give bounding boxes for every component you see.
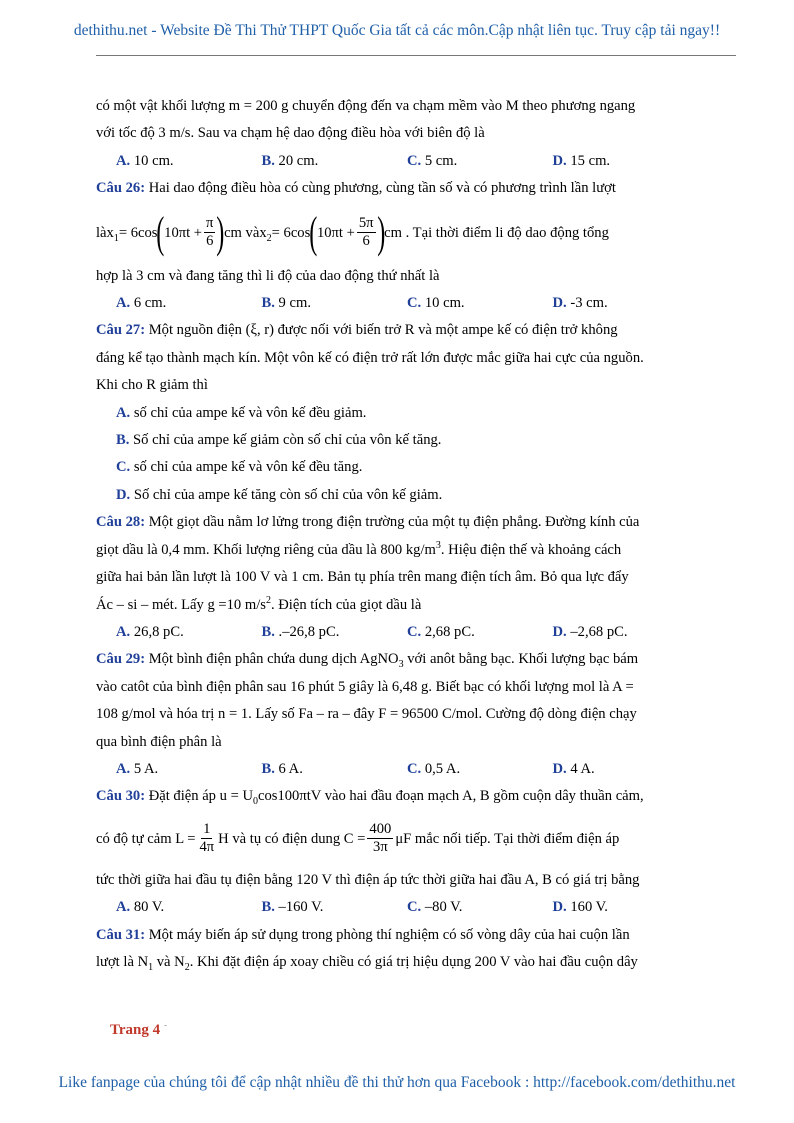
question-29: Câu 29: Một bình điện phân chứa dung dịch AgNO$_3$ với anôt bằng bạc. Khối lượng bạc bám — [96, 651, 639, 671]
left-paren: ( — [156, 207, 165, 257]
option-c: C. 0,5 A. — [407, 760, 461, 777]
option-d: D. Số chỉ của ampe kế tăng còn số chỉ của vôn kế giảm. — [116, 486, 443, 503]
question-label: Câu 30: — [96, 788, 146, 805]
option-a: A. 6 cm. — [116, 295, 167, 312]
question-label: Câu 26: — [96, 180, 146, 197]
q29-line-4: qua bình điện phân là — [96, 733, 222, 750]
fraction-400-over-3pi: $\frac{400}{3\pi}$ — [369, 821, 392, 856]
left-paren: ( — [309, 207, 318, 257]
question-label: Câu 29: — [96, 651, 146, 668]
option-b: B. 9 cm. — [261, 295, 311, 312]
option-d: D. 15 cm. — [552, 152, 611, 169]
q30-options — [96, 894, 698, 921]
q30-equation-line: có độ tự cảm L = $\frac{1}{4\pi}$ H và tụ có điện dung C = $\frac{400}{3\pi}$ μF mắc nối tiếp. Tại thời điểm điện áp — [96, 821, 620, 856]
option-a: A. 80 V. — [116, 899, 165, 916]
option-d: D. 4 A. — [552, 760, 595, 777]
footer-link[interactable]: Like fanpage của chúng tôi để cập nhật nhiều đề thi thử hơn qua Facebook : http://facebook.com/dethithu.net — [58, 1074, 736, 1091]
header-divider — [96, 55, 736, 56]
option-b: B. 20 cm. — [261, 152, 319, 169]
q29-line-2: vào catôt của bình điện phân sau 16 phút 5 giây là 6,48 g. Biết bạc có khối lượng mol là A = — [96, 678, 634, 695]
q28-line-2: giọt dầu là 0,4 mm. Khối lượng riêng của dầu là 800 $kg/m^3$. Hiệu điện thế và khoảng cách — [96, 539, 622, 558]
question-label: Câu 28: — [96, 514, 146, 531]
option-b: B. –160 V. — [261, 899, 324, 916]
option-a: A. 26,8 pC. — [116, 623, 184, 640]
q26-options — [96, 290, 698, 317]
page-content — [96, 93, 698, 976]
q27-line-3: Khi cho R giảm thì — [96, 377, 208, 394]
q28-options — [96, 619, 698, 646]
x2-symbol: $x_2$ — [259, 224, 272, 244]
q26-line-3: hợp là 3 cm và đang tăng thì li độ của dao động thứ nhất là — [96, 267, 440, 284]
fraction-pi-over-6: $\frac{\pi}{6}$ — [206, 215, 214, 250]
q26-equation-line: là $x_1$ = 6cos ( 10πt + $\frac{\pi}{6}$ ) cm và $x_2$ = 6cos ( 10πt + $\frac{5\pi}{6}$ ) cm . Tại thời điểm li độ dao động tổng — [96, 207, 609, 257]
right-paren: ) — [376, 207, 385, 257]
site-header-banner: dethithu.net - Website Đề Thi Thử THPT Quốc Gia tất cả các môn.Cập nhật liên tục. Truy cập tải ngay!! — [73, 22, 721, 39]
question-26: Câu 26: Hai dao động điều hòa có cùng phương, cùng tần số và có phương trình lần lượt — [96, 180, 616, 197]
right-paren: ) — [216, 207, 225, 257]
x1-symbol: $x_1$ — [106, 224, 119, 244]
option-d: D. 160 V. — [552, 899, 608, 916]
option-c: C. 5 cm. — [407, 152, 458, 169]
q31-line-2: lượt là $N_1$ và $N_2$. Khi đặt điện áp xoay chiều có giá trị hiệu dụng 200 V vào hai đầu cuộn dây — [96, 953, 638, 973]
question-label: Câu 27: — [96, 322, 146, 339]
q27-line-2: đáng kể tạo thành mạch kín. Một vôn kế có điện trở rất lớn được mắc giữa hai cực của nguồn. — [96, 349, 644, 366]
option-c: C. –80 V. — [407, 899, 463, 916]
q28-line-4: Ác – si – mét. Lấy g =10 $m/s^2$. Điện tích của giọt dầu là — [96, 594, 422, 613]
option-a: A. số chỉ của ampe kế và vôn kế đều giảm. — [116, 404, 367, 421]
question-31: Câu 31: Một máy biến áp sử dụng trong phòng thí nghiệm có số vòng dây của hai cuộn lần — [96, 926, 630, 943]
option-b: B. Số chỉ của ampe kế giảm còn số chỉ của vôn kế tăng. — [116, 432, 442, 449]
fraction-5pi-over-6: $\frac{5\pi}{6}$ — [358, 215, 374, 250]
option-d: D. -3 cm. — [552, 295, 608, 312]
fraction-1-over-4pi: $\frac{1}{4\pi}$ — [199, 821, 215, 856]
intro-line-2: với tốc độ 3 m/s. Sau va chạm hệ dao động điều hòa với biên độ là — [96, 125, 485, 142]
intro-line-1: có một vật khối lượng m = 200 g chuyển động đến va chạm mềm vào M theo phương ngang — [96, 98, 636, 114]
q28-line-3: giữa hai bản lần lượt là 100 V và 1 cm. Bản tụ phía trên mang điện tích âm. Bỏ qua lực đẩy — [96, 569, 629, 586]
option-c: C. 2,68 pC. — [407, 623, 475, 640]
option-d: D. –2,68 pC. — [552, 623, 628, 640]
option-c: C. số chỉ của ampe kế và vôn kế đều tăng. — [116, 459, 363, 476]
page-number: Trang 4 - — [110, 1020, 168, 1038]
q30-line-3: tức thời giữa hai đầu tụ điện bằng 120 V thì điện áp tức thời giữa hai đầu A, B có giá trị bằng — [96, 871, 640, 888]
q29-line-3: 108 g/mol và hóa trị n = 1. Lấy số Fa – ra – đây F = 96500 C/mol. Cường độ dòng điện chạy — [96, 706, 637, 723]
option-b: B. .–26,8 pC. — [261, 623, 340, 640]
question-28: Câu 28: Một giọt dầu nằm lơ lửng trong điện trường của một tụ điện phẳng. Đường kính của — [96, 514, 640, 531]
option-a: A. 10 cm. — [116, 152, 174, 169]
option-c: C. 10 cm. — [407, 295, 465, 312]
intro-options — [96, 148, 698, 175]
option-b: B. 6 A. — [261, 760, 303, 777]
question-label: Câu 31: — [96, 926, 146, 943]
question-30: Câu 30: Đặt điện áp $u = U_0\cos 100\pi tV$ vào hai đầu đoạn mạch A, B gồm cuộn dây thuần cảm, — [96, 788, 644, 808]
option-a: A. 5 A. — [116, 760, 159, 777]
question-27: Câu 27: Một nguồn điện (ξ, r) được nối với biến trở R và một ampe kế có điện trở không — [96, 322, 618, 339]
q29-options — [96, 756, 698, 783]
